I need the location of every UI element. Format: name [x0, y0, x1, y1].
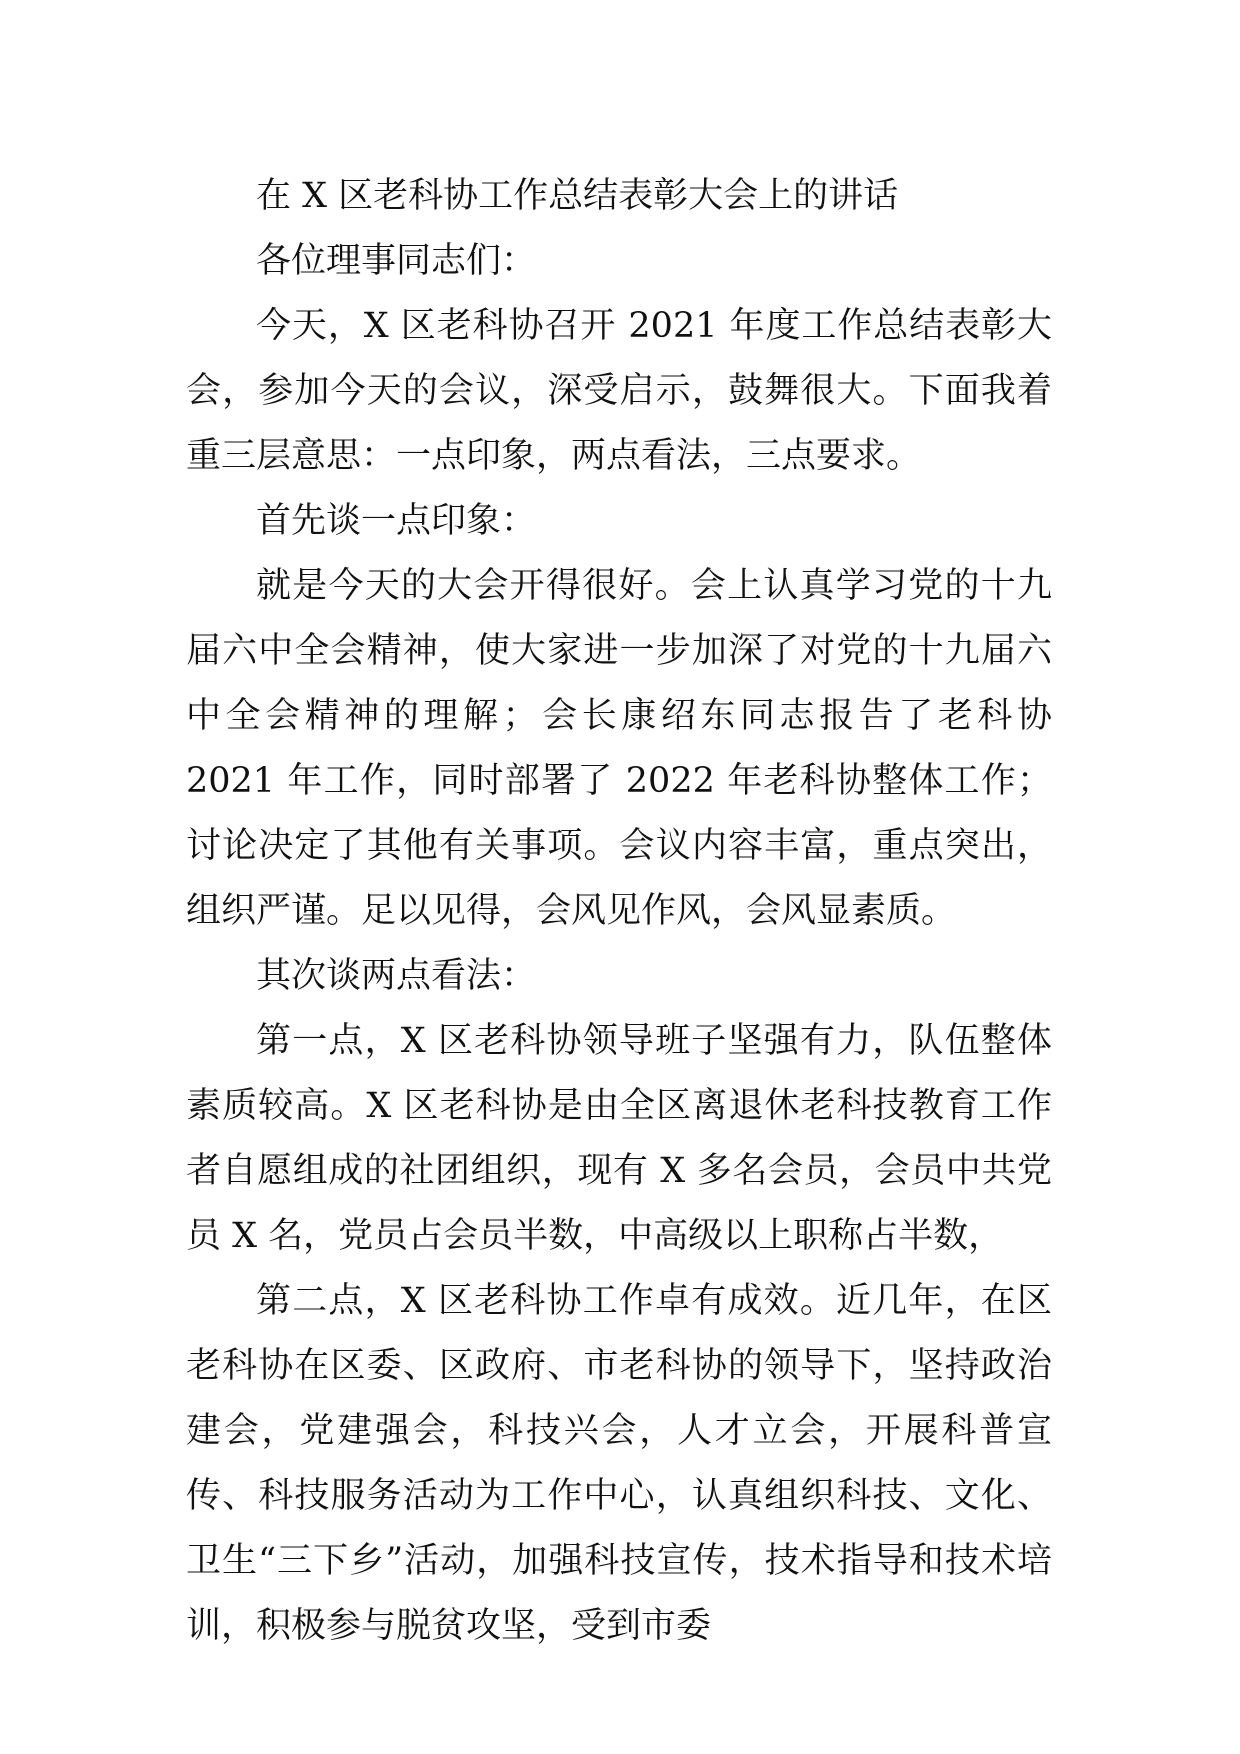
paragraph-opening: 今天，X 区老科协召开 2021 年度工作总结表彰大会，参加今天的会议，深受启示，鼓舞很大。下面我着重三层意思：一点印象，两点看法，三点要求。: [186, 306, 1052, 476]
speech-title: 在 X 区老科协工作总结表彰大会上的讲话: [256, 176, 899, 216]
salutation: 各位理事同志们：: [256, 241, 537, 281]
paragraph-view-one: 第一点，X 区老科协领导班子坚强有力，队伍整体素质较高。X 区老科协是由全区离退休老科技教育工作者自愿组成的社团组织，现有 X 多名会员，会员中共党员 X 名，党员占会员半数，中高级以上职称占半数，: [186, 1021, 1052, 1256]
paragraph-impression: 就是今天的大会开得很好。会上认真学习党的十九届六中全会精神，使大家进一步加深了对党的十九届六中全会精神的理解；会长康绍东同志报告了老科协 2021 年工作，同时部署了 2022 年老科协整体工作；讨论决定了其他有关事项。会议内容丰富，重点突出，组织严谨。足以见得，会风见作风，会风显素质。: [186, 566, 1052, 931]
paragraph-impression-heading: 首先谈一点印象：: [256, 501, 537, 541]
paragraph-views-heading: 其次谈两点看法：: [256, 956, 537, 996]
speech-body: [186, 164, 1052, 1659]
paragraph-view-two: 第二点，X 区老科协工作卓有成效。近几年，在区老科协在区委、区政府、市老科协的领导下，坚持政治建会，党建强会，科技兴会，人才立会，开展科普宣传、科技服务活动为工作中心，认真组织科技、文化、卫生“三下乡”活动，加强科技宣传，技术指导和技术培训，积极参与脱贫攻坚，受到市委: [186, 1281, 1052, 1646]
